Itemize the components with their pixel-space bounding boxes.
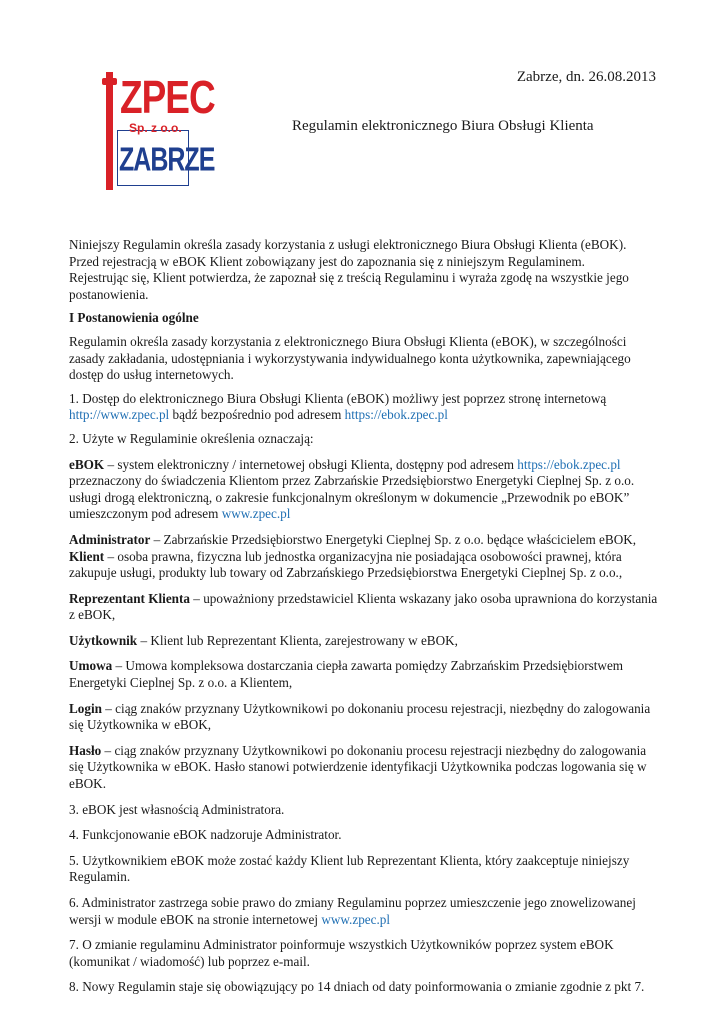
intro-line-3: Rejestrując się, Klient potwierdza, że zapoznał się z treścią Regulaminu i wyraża zgodę na wszystkie jego postanowienia. bbox=[69, 270, 629, 302]
logo-bar-tip bbox=[102, 78, 117, 85]
item-1: 1. Dostęp do elektronicznego Biura Obsługi Klienta (eBOK) możliwy jest poprzez stronę internetową http://www.zpec.pl bądź bezpośrednio pod adresem https://ebok.zpec.pl bbox=[69, 390, 607, 423]
item-2: 2. Użyte w Regulaminie określenia oznaczają: bbox=[69, 430, 314, 446]
zpec-item6-link[interactable]: www.zpec.pl bbox=[321, 911, 391, 927]
definition-contract: Umowa – Umowa kompleksowa dostarczania ciepła zawarta pomiędzy Zabrzańskim Przedsiębiorstwem Energetyki Cieplnej Sp. z o.o. a Klientem, bbox=[69, 658, 624, 691]
logo-thermometer-bar bbox=[106, 72, 113, 190]
ebok-definition-link[interactable]: https://ebok.zpec.pl bbox=[517, 456, 621, 472]
zpec-link[interactable]: http://www.zpec.pl bbox=[69, 407, 170, 423]
definition-password: Hasło – ciąg znaków przyznany Użytkownikowi po dokonaniu procesu rejestracji niezbędny do zalogowania się Użytkownika w eBOK. Hasło stanowi potwierdzenie identyfikacji Użytkownika podczas logowania się w eBOK. bbox=[69, 742, 647, 792]
section-paragraph: Regulamin określa zasady korzystania z elektronicznego Biura Obsługi Klienta (eBOK), w szczególności zasady zakładania, udostępniania i wykorzystywania indywidualnego konta użytkownika, zapewniającego dostęp do usług internetowych. bbox=[69, 333, 631, 383]
document-title: Regulamin elektronicznego Biura Obsługi Klienta bbox=[292, 118, 594, 134]
item-3: 3. eBOK jest własnością Administratora. bbox=[69, 801, 285, 817]
logo-zabrze-text: ZABRZE bbox=[119, 140, 215, 179]
item-8: 8. Nowy Regulamin staje się obowiązujący po 14 dniach od daty poinformowania o zmianie zgodnie z pkt 7. bbox=[69, 979, 645, 995]
intro-line-1: Niniejszy Regulamin określa zasady korzystania z usługi elektronicznego Biura Obsługi Klienta (eBOK). bbox=[69, 237, 627, 252]
document-body bbox=[69, 237, 663, 1005]
definition-administrator-client: Administrator – Zabrzańskie Przedsiębiorstwo Energetyki Cieplnej Sp. z o.o. będące właścicielem eBOK, Klient – osoba prawna, fizyczna lub jednostka organizacyjna nie posiadająca osobowości prawnej, która zakupuje usługi, produkty lub towary od Zabrzańskiego Przedsiębiorstwa Energetyki Cieplnej Sp. z o.o., bbox=[69, 531, 637, 581]
section-heading: I Postanowienia ogólne bbox=[69, 310, 199, 326]
definition-login: Login – ciąg znaków przyznany Użytkownikowi po dokonaniu procesu rejestracji, niezbędny do zalogowania się Użytkownika w eBOK, bbox=[69, 700, 651, 733]
zpec-definition-link[interactable]: www.zpec.pl bbox=[221, 506, 291, 522]
definition-ebok: eBOK – system elektroniczny / internetowej obsługi Klienta, dostępny pod adresem https://ebok.zpec.pl przeznaczony do świadczenia Klientom przez Zabrzańskie Przedsiębiorstwo Energetyki Cieplnej Sp. z o.o. usługi drogą elektroniczną, o zakresie funkcjonalnym określonym w dokumencie „Przewodnik po eBOK” umieszczonym pod adresem www.zpec.pl bbox=[69, 456, 635, 522]
document-date: Zabrze, dn. 26.08.2013 bbox=[516, 69, 656, 85]
item-5: 5. Użytkownikiem eBOK może zostać każdy Klient lub Reprezentant Klienta, który zaakceptuje niniejszy Regulamin. bbox=[69, 852, 630, 885]
intro-line-2: Przed rejestracją w eBOK Klient zobowiązany jest do zapoznania się z niniejszym Regulaminem. bbox=[69, 253, 585, 269]
item-4: 4. Funkcjonowanie eBOK nadzoruje Administrator. bbox=[69, 827, 342, 843]
logo-zpec-text: ZPEC bbox=[120, 71, 215, 123]
logo-sp-text: Sp. z o.o. bbox=[129, 121, 182, 135]
definition-representative: Reprezentant Klienta – upoważniony przedstawiciel Klienta wskazany jako osoba uprawniona do korzystania z eBOK, bbox=[69, 590, 658, 623]
company-logo bbox=[106, 71, 215, 190]
item-7: 7. O zmianie regulaminu Administrator poinformuje wszystkich Użytkowników poprzez system eBOK (komunikat / wiadomość) lub poprzez e-mail. bbox=[69, 937, 614, 969]
ebok-link[interactable]: https://ebok.zpec.pl bbox=[344, 407, 448, 423]
intro-paragraph bbox=[69, 237, 663, 303]
definition-user: Użytkownik – Klient lub Reprezentant Klienta, zarejestrowany w eBOK, bbox=[69, 632, 458, 648]
item-6: 6. Administrator zastrzega sobie prawo do zmiany Regulaminu poprzez umieszczenie jego znowelizowanej wersji w module eBOK na stronie internetowej www.zpec.pl bbox=[69, 895, 636, 927]
